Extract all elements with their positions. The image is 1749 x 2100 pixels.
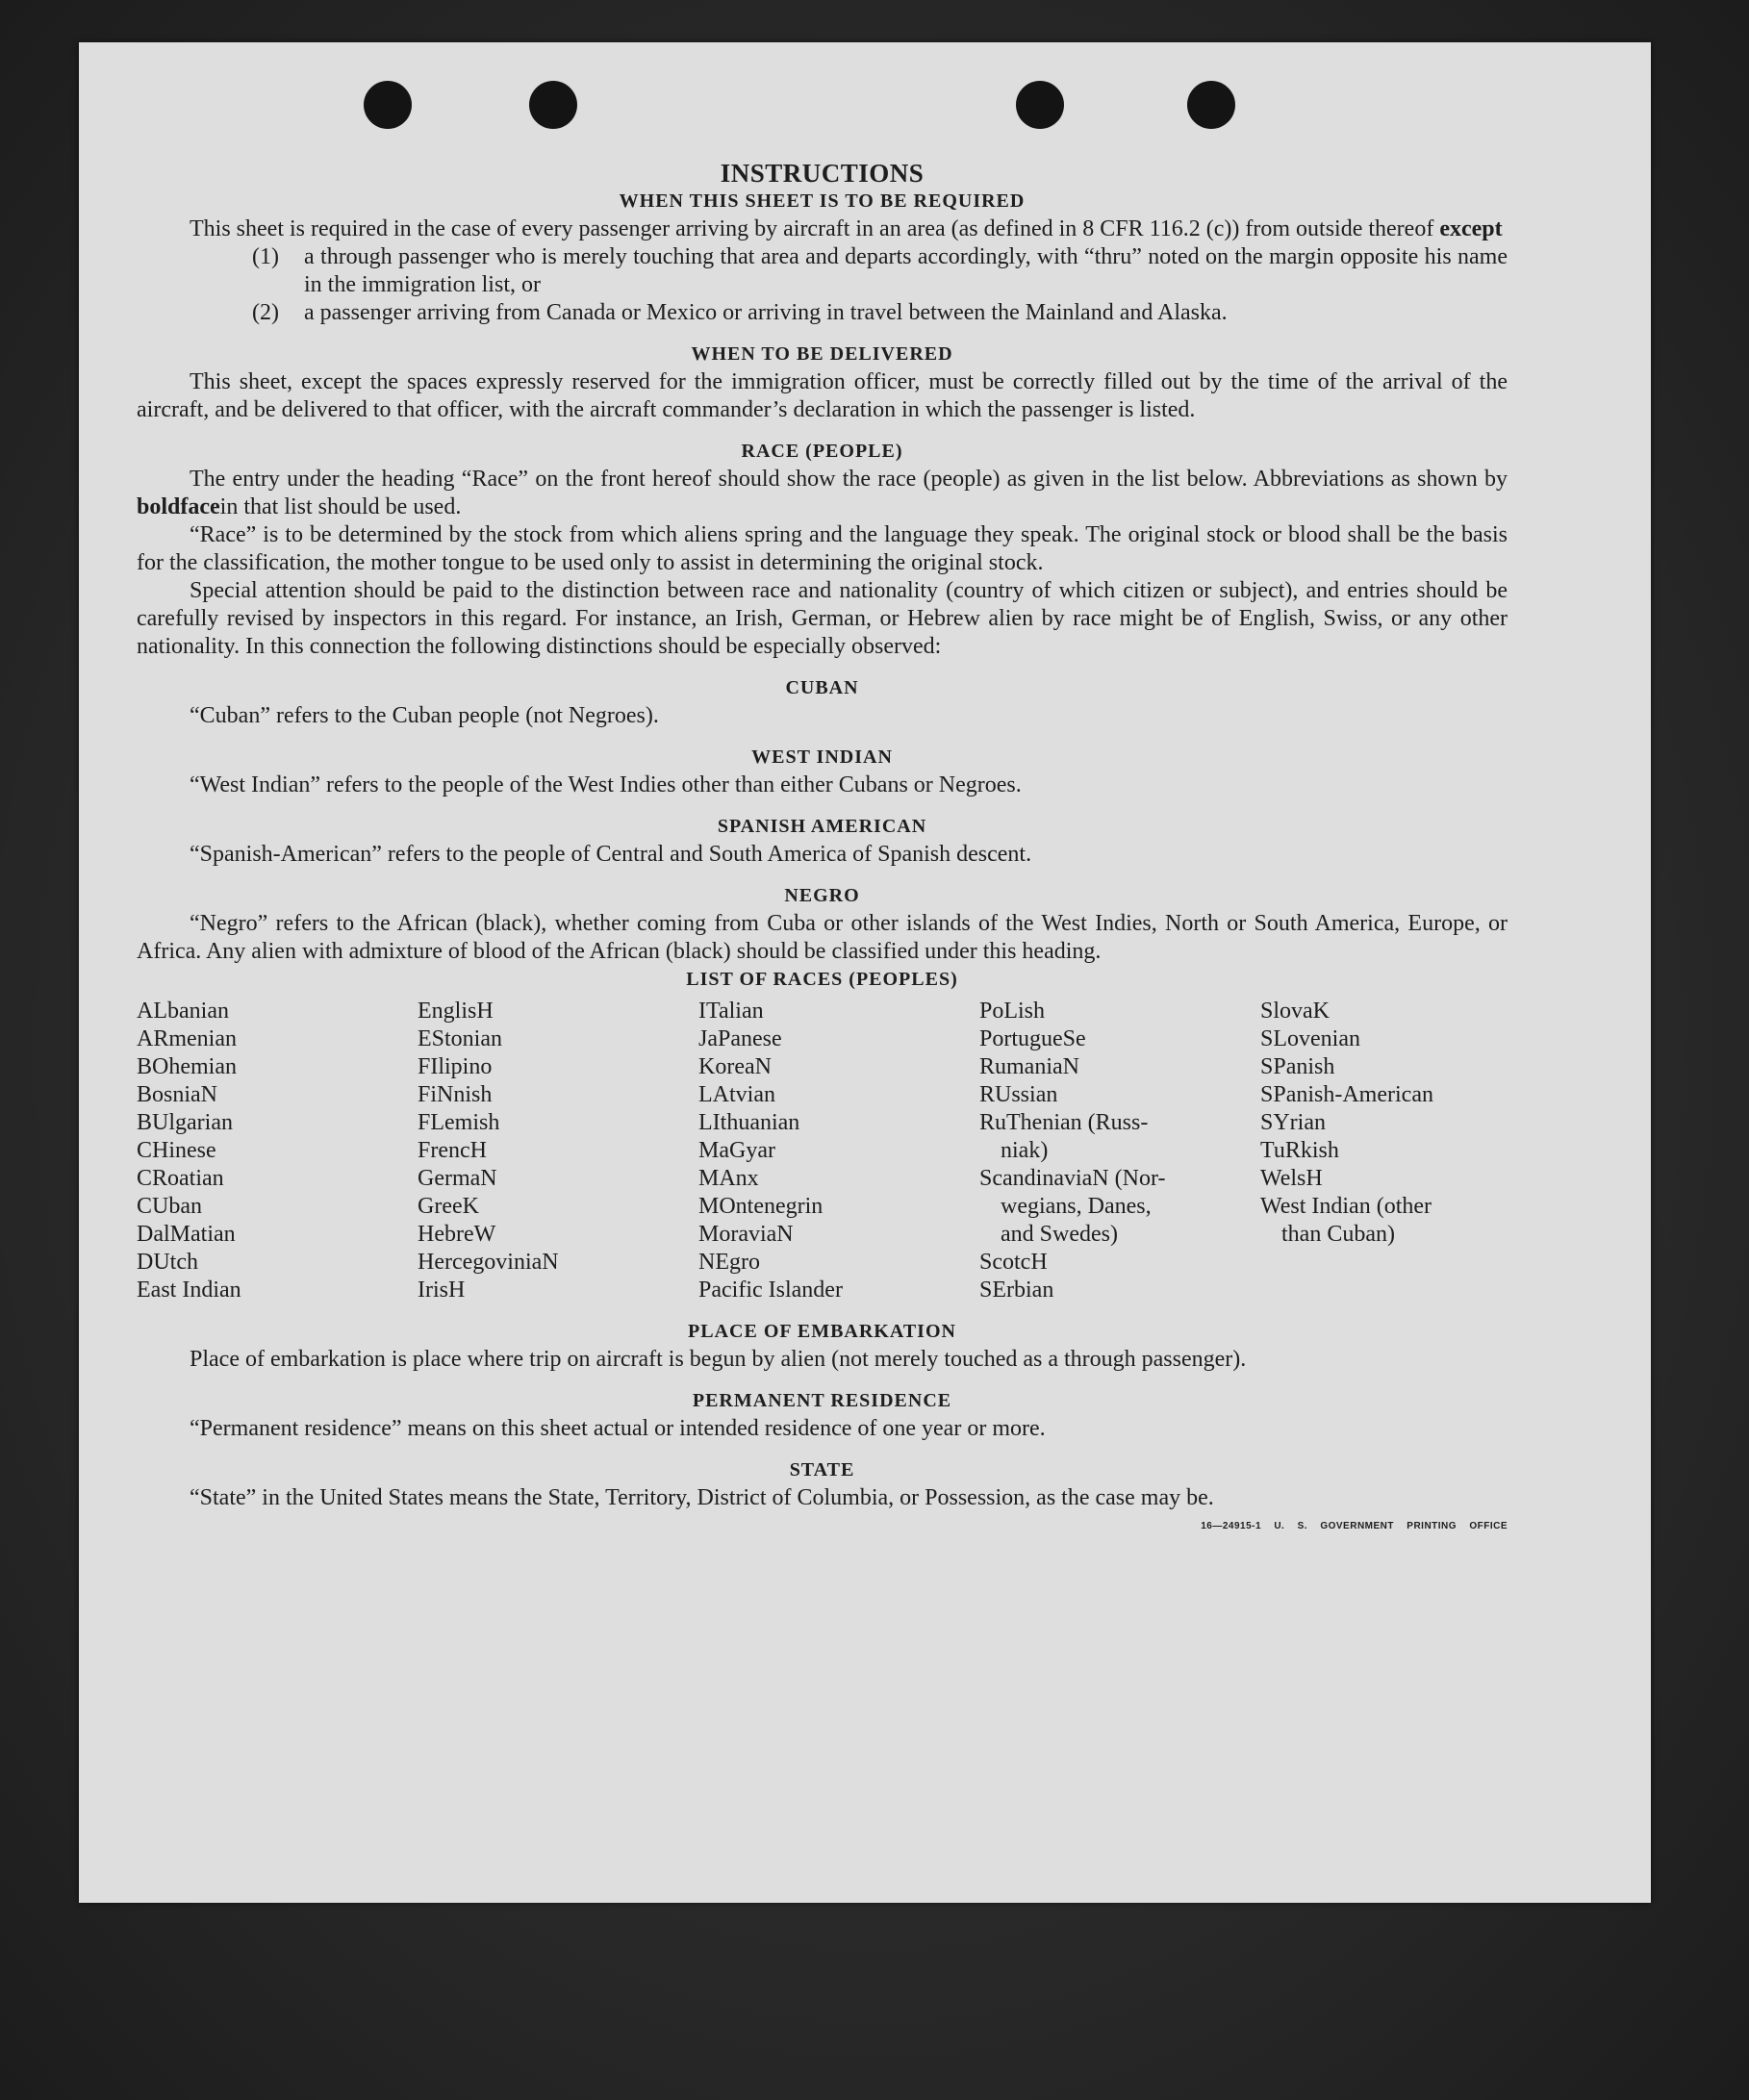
race-entry: PortugueSe [979,1026,1086,1051]
race-entry: WelsH [1260,1166,1323,1191]
section-heading-negro: NEGRO [784,885,860,906]
race-entry: KoreaN [698,1054,772,1079]
section-heading-residence: PERMANENT RESIDENCE [692,1390,952,1411]
state-text: “State” in the United States means the State, Territory, District of Columbia, or Possession, as the case may be. [190,1485,1214,1510]
race-entry: BosniaN [137,1082,217,1107]
race-entry: CRoatian [137,1166,224,1191]
race-entry: DUtch [137,1250,198,1275]
race-entry: ScotcH [979,1250,1048,1275]
race-entry: SErbian [979,1278,1054,1303]
races-column [1260,998,1508,1304]
race-entry: Pacific Islander [698,1278,843,1303]
section-heading-when-delivered: WHEN TO BE DELIVERED [691,343,953,365]
race-entry: NEgro [698,1250,760,1275]
race-entry: niak) [1001,1138,1049,1163]
race-paragraph-1 [137,466,1508,521]
race-entry: SPanish-American [1260,1082,1433,1107]
section-heading-west-indian: WEST INDIAN [751,746,893,768]
section-heading-state: STATE [789,1459,855,1480]
section-heading-list-of-races: LIST OF RACES (PEOPLES) [686,969,958,990]
punch-hole [1016,81,1064,129]
race-entry: SPanish [1260,1054,1335,1079]
race-p1-text-end: in that list should be used. [219,494,462,519]
race-entry: SlovaK [1260,999,1330,1024]
race-entry: PoLish [979,999,1046,1024]
races-column [137,998,418,1304]
cuban-text: “Cuban” refers to the Cuban people (not Negroes). [190,703,659,728]
spanish-american-text: “Spanish-American” refers to the people of Central and South America of Spanish descent. [190,842,1032,867]
embarkation-text: Place of embarkation is place where trip on aircraft is begun by alien (not merely touched as a through passenger). [190,1347,1247,1372]
race-entry: GermaN [418,1166,497,1191]
race-entry: IrisH [418,1278,466,1303]
race-entry: MoraviaN [698,1222,794,1247]
race-entry: East Indian [137,1278,241,1303]
intro-bold-text: except [1439,216,1503,241]
punch-hole [529,81,577,129]
race-entry: GreeK [418,1194,479,1219]
races-column [698,998,979,1304]
exception-number: (1) [252,244,279,269]
race-entry: West Indian (other [1260,1194,1432,1219]
race-entry: CUban [137,1194,202,1219]
section-heading-embarkation: PLACE OF EMBARKATION [688,1321,956,1342]
when-delivered-text: This sheet, except the spaces expressly reserved for the immigration officer, must be correctly filled out by the time of the arrival of the aircraft, and be delivered to that officer, with the aircraft commander’s declaration in which the passenger is listed. [137,369,1508,422]
race-entry: LAtvian [698,1082,775,1107]
race-entry: wegians, Danes, [1001,1194,1152,1219]
race-entry: ALbanian [137,999,229,1024]
section-heading-race: RACE (PEOPLE) [741,441,903,462]
race-entry: and Swedes) [1001,1222,1118,1247]
race-entry: EStonian [418,1026,502,1051]
race-entry: EnglisH [418,999,494,1024]
footer [137,1512,1508,1540]
punch-hole [364,81,412,129]
race-entry: RumaniaN [979,1054,1079,1079]
race-entry: MOntenegrin [698,1194,824,1219]
race-entry: ARmenian [137,1026,237,1051]
race-entry: HercegoviniaN [418,1250,559,1275]
race-entry: LIthuanian [698,1110,800,1135]
section-heading-cuban: CUBAN [785,677,859,698]
exception-text: a passenger arriving from Canada or Mexico or arriving in travel between the Mainland and Alaska. [304,300,1228,325]
page-title: INSTRUCTIONS [720,159,925,188]
race-entry: ITalian [698,999,764,1024]
race-entry: RuThenian (Russ- [979,1110,1149,1135]
races-list [137,998,1508,1304]
races-column [979,998,1260,1304]
race-entry: ScandinaviaN (Nor- [979,1166,1166,1191]
west-indian-text: “West Indian” refers to the people of the West Indies other than either Cubans or Negroes. [190,772,1022,797]
race-entry: FLemish [418,1110,500,1135]
section-heading-spanish-american: SPANISH AMERICAN [717,816,927,837]
race-entry: SYrian [1260,1110,1326,1135]
printing-office-imprint: 16—24915-1 U. S. GOVERNMENT PRINTING OFFICE [1201,1521,1508,1531]
when-required-intro [137,215,1508,243]
race-entry: RUssian [979,1082,1058,1107]
race-entry: MaGyar [698,1138,775,1163]
intro-text: This sheet is required in the case of every passenger arriving by aircraft in an area (as defined in 8 CFR 116.2 (c)) from outside thereof [190,216,1440,241]
document-body [137,160,1508,1540]
races-column [418,998,698,1304]
residence-text: “Permanent residence” means on this sheet actual or intended residence of one year or more. [190,1416,1046,1441]
exception-item [137,299,1508,327]
exception-text: a through passenger who is merely touching that area and departs accordingly, with “thru” noted on the margin opposite his name in the immigration list, or [304,244,1508,297]
race-entry: CHinese [137,1138,216,1163]
punch-hole [1187,81,1235,129]
race-entry: MAnx [698,1166,759,1191]
section-heading-when-required: WHEN THIS SHEET IS TO BE REQUIRED [619,190,1026,212]
race-entry: FIlipino [418,1054,493,1079]
race-entry: HebreW [418,1222,496,1247]
race-entry: JaPanese [698,1026,782,1051]
race-entry: than Cuban) [1281,1222,1395,1247]
instruction-sheet [79,42,1651,1903]
race-paragraph-3: Special attention should be paid to the distinction between race and nationality (country of which citizen or subject), and entries should be carefully revised by inspectors in this regard. For instance, an Irish, German, or Hebrew alien by race might be of English, Swiss, or any other nationality. In this connection the following distinctions should be especially observed: [137,578,1508,659]
race-entry: FiNnish [418,1082,493,1107]
exception-number: (2) [252,300,279,325]
race-entry: TuRkish [1260,1138,1339,1163]
race-entry: DalMatian [137,1222,236,1247]
race-entry: SLovenian [1260,1026,1360,1051]
race-paragraph-2: “Race” is to be determined by the stock from which aliens spring and the language they speak. The original stock or blood shall be the basis for the classification, the mother tongue to be used only to assist in determining the original stock. [137,522,1508,575]
negro-text: “Negro” refers to the African (black), whether coming from Cuba or other islands of the West Indies, North or South America, Europe, or Africa. Any alien with admixture of blood of the African (black) should be classified under this heading. [137,911,1508,964]
race-p1-bold: boldface [137,494,220,519]
exception-item [137,243,1508,299]
race-p1-text: The entry under the heading “Race” on the front hereof should show the race (people) as given in the list below. Abbreviations as shown by [190,467,1508,492]
race-entry: BOhemian [137,1054,237,1079]
race-entry: FrencH [418,1138,487,1163]
race-entry: BUlgarian [137,1110,233,1135]
